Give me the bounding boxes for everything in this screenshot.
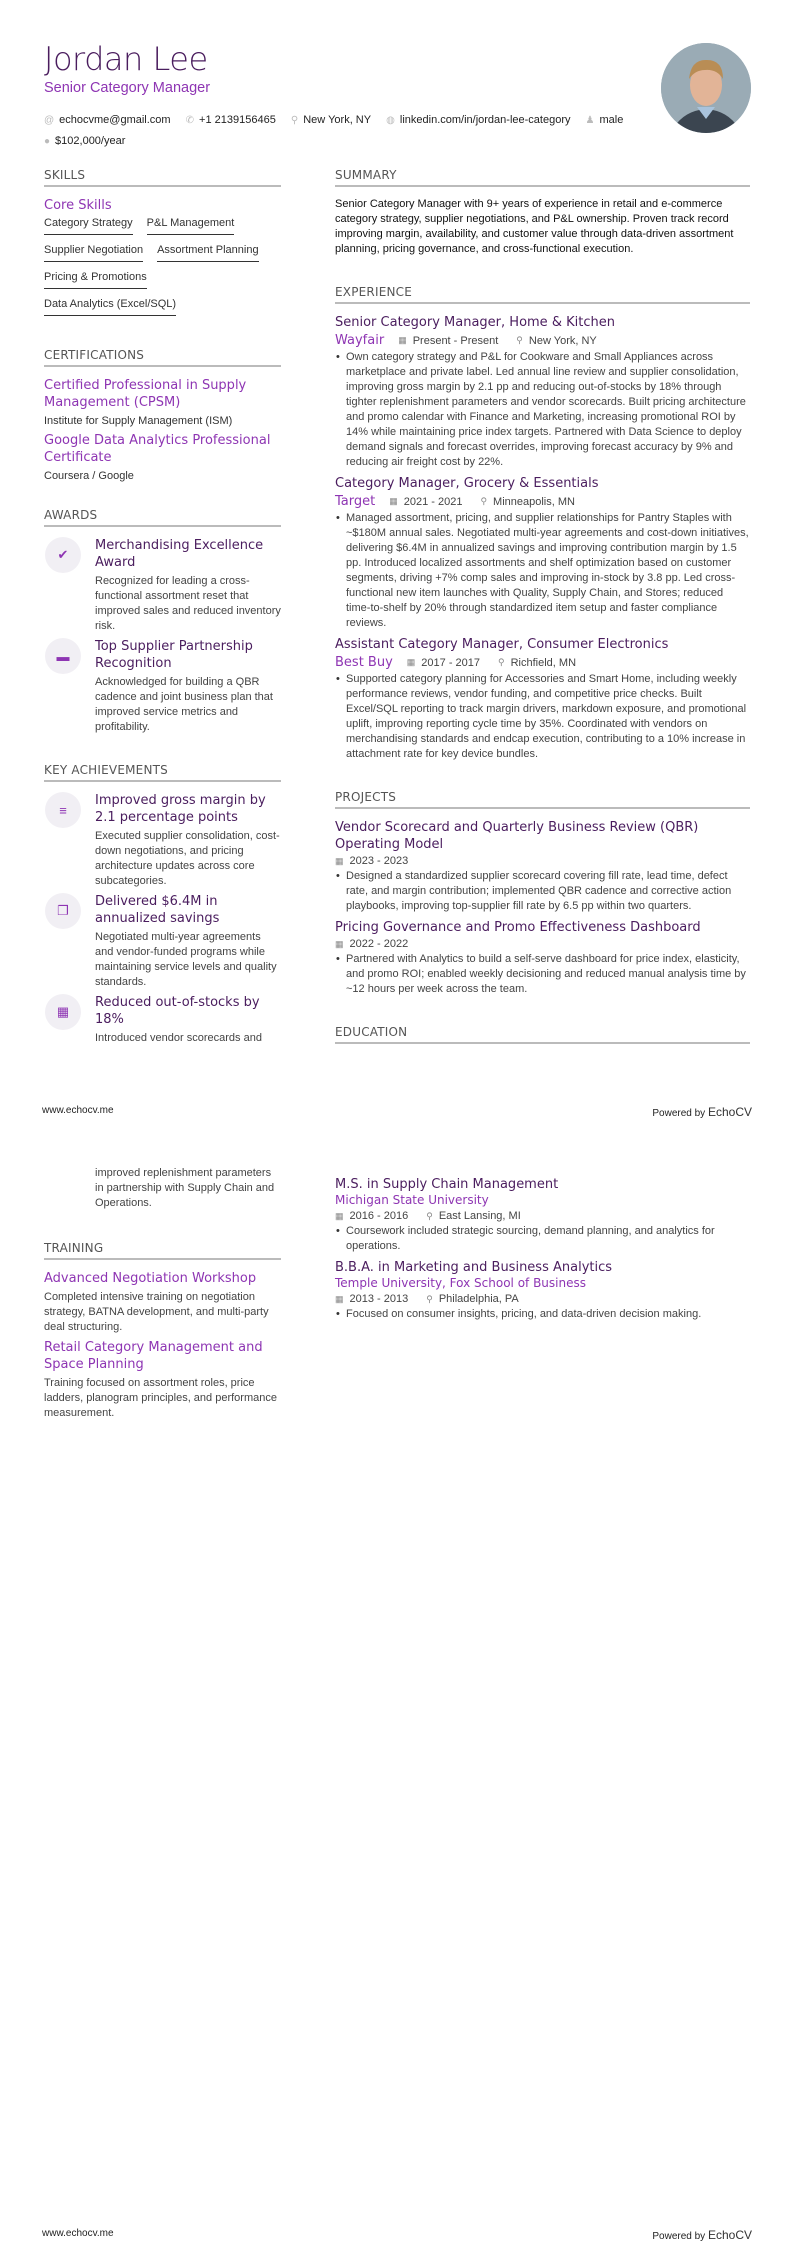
bullet: • Own category strategy and P&L for Cookware and Small Appliances across marketplace and private label. Led annual line review and supplier consolidation, improving gross margin by 2.1 pp and reducing out-of-stocks by 18% through tighter replenishment parameters and vendor scorecards. Built pricing architecture and promo calendar with Finance and Marketing, increasing promotional ROI by 14% while maintaining price index targets. Partnered with Data Science to deploy demand signals and forecast overrides, improving forecast accuracy by 9% and reducing air freight cost by 22%. <box>346 350 750 470</box>
education-item <box>335 1259 750 1322</box>
achievement-item <box>44 893 281 990</box>
section-heading: AWARDS <box>44 508 281 527</box>
section-heading: EDUCATION <box>335 1025 750 1044</box>
salary: $102,000/year <box>55 135 126 147</box>
right-column <box>335 1176 750 1322</box>
cert-title: Google Data Analytics Professional Certificate <box>44 433 271 465</box>
achievement-item <box>44 994 281 1046</box>
cert-title: Certified Professional in Supply Management (CPSM) <box>44 378 247 410</box>
achievement-desc: Negotiated multi-year agreements and vendor-funded programs while maintaining service levels and quality standards. <box>95 931 277 988</box>
location-icon: ⚲ <box>426 1293 433 1304</box>
job-title: Category Manager, Grocery & Essentials <box>335 476 599 491</box>
award-item <box>44 537 281 634</box>
training-desc: Completed intensive training on negotiation strategy, BATNA development, and multi-party deal structuring. <box>44 1291 269 1333</box>
achievement-item <box>44 792 281 889</box>
skill-tag: Pricing & Promotions <box>44 272 147 289</box>
calendar-icon: ▦ <box>406 657 416 667</box>
training-section <box>44 1241 281 1421</box>
project-title: Pricing Governance and Promo Effectiveness Dashboard <box>335 920 701 935</box>
calendar-icon: ▦ <box>398 335 407 345</box>
summary-section <box>335 168 750 257</box>
skill-tags <box>44 218 281 326</box>
section-heading: CERTIFICATIONS <box>44 348 281 367</box>
skills-section <box>44 168 281 326</box>
left-column <box>44 1166 281 1421</box>
user-icon: ♟ <box>585 115 595 126</box>
gender: male <box>599 114 624 126</box>
achievement-title: Reduced out-of-stocks by 18% <box>95 995 260 1027</box>
dates: 2016 - 2016 <box>349 1210 409 1222</box>
achievement-title: Delivered $6.4M in annualized savings <box>95 894 220 926</box>
cert-issuer: Coursera / Google <box>44 470 134 482</box>
project-title: Vendor Scorecard and Quarterly Business Review (QBR) Operating Model <box>335 820 699 852</box>
dates: 2022 - 2022 <box>349 938 409 950</box>
achievements-section <box>44 763 281 1046</box>
contact-info <box>44 110 664 152</box>
at-icon: @ <box>44 115 55 126</box>
award-desc: Acknowledged for building a QBR cadence and joint business plan that improved service metrics and profitability. <box>95 676 273 733</box>
section-heading: EXPERIENCE <box>335 285 750 304</box>
resume-page-2 <box>0 1123 794 2246</box>
powered-label: Powered by <box>652 1108 706 1119</box>
footer-powered <box>652 1105 752 1119</box>
award-title: Merchandising Excellence Award <box>95 538 264 570</box>
dates: 2017 - 2017 <box>421 656 481 669</box>
dates: 2023 - 2023 <box>349 855 409 867</box>
education-item <box>335 1176 750 1254</box>
location-icon: ⚲ <box>290 115 299 126</box>
avatar <box>661 43 751 133</box>
experience-item <box>335 636 750 762</box>
credit-card-icon: ▬ <box>45 638 81 674</box>
lines-icon: ≡ <box>45 792 81 828</box>
skill-tag: Data Analytics (Excel/SQL) <box>44 299 176 316</box>
calendar-icon: ▦ <box>335 1293 344 1304</box>
school: Michigan State University <box>335 1193 489 1207</box>
degree: M.S. in Supply Chain Management <box>335 1177 559 1192</box>
award-desc: Recognized for leading a cross-functional assortment reset that improved sales and reduced inventory risk. <box>95 575 281 632</box>
company: Target <box>335 494 376 509</box>
training-desc: Training focused on assortment roles, price ladders, planogram principles, and performance measurement. <box>44 1377 277 1419</box>
awards-section <box>44 508 281 735</box>
job-title: Assistant Category Manager, Consumer Electronics <box>335 637 669 652</box>
calendar-icon: ▦ <box>389 496 398 506</box>
location-icon: ⚲ <box>498 657 505 667</box>
dates: 2013 - 2013 <box>349 1293 409 1305</box>
project-item <box>335 819 750 914</box>
award-item <box>44 638 281 735</box>
education-section <box>335 1025 750 1044</box>
achievement-desc-continued: improved replenishment parameters in partnership with Supply Chain and Operations. <box>95 1167 275 1209</box>
bullet: • Partnered with Analytics to build a self-serve dashboard for price index, elasticity, and promo ROI; enabled weekly decisioning and reduced manual analysis time by ~12 hours per week across the team. <box>346 952 750 997</box>
skill-tag: Category Strategy <box>44 218 133 235</box>
location-icon: ⚲ <box>426 1210 433 1221</box>
experience-item <box>335 314 750 470</box>
skill-tag: Supplier Negotiation <box>44 245 143 262</box>
badge-check-icon: ✔ <box>45 537 81 573</box>
projects-section <box>335 790 750 997</box>
section-heading: PROJECTS <box>335 790 750 809</box>
brand-logo: EchoCV <box>707 1105 752 1119</box>
location: New York, NY <box>303 114 372 126</box>
phone: +1 2139156465 <box>199 114 276 126</box>
job-title: Senior Category Manager, Home & Kitchen <box>335 315 615 330</box>
location: Philadelphia, PA <box>438 1293 519 1305</box>
school: Temple University, Fox School of Business <box>335 1276 586 1290</box>
degree: B.B.A. in Marketing and Business Analytics <box>335 1260 613 1275</box>
company: Best Buy <box>335 655 393 670</box>
achievement-title: Improved gross margin by 2.1 percentage points <box>95 793 266 825</box>
section-heading: SUMMARY <box>335 168 750 187</box>
dates: Present - Present <box>412 334 499 347</box>
candidate-name: Jordan Lee <box>44 40 208 78</box>
experience-section <box>335 285 750 762</box>
section-heading: SKILLS <box>44 168 281 187</box>
skill-tag: Assortment Planning <box>157 245 259 262</box>
bullet: • Coursework included strategic sourcing, demand planning, and analytics for operations. <box>346 1224 750 1254</box>
bullet: • Focused on consumer insights, pricing, and data-driven decision making. <box>346 1307 750 1322</box>
location: Minneapolis, MN <box>493 495 575 508</box>
company: Wayfair <box>335 333 385 348</box>
project-item <box>335 919 750 997</box>
candidate-title: Senior Category Manager <box>44 80 211 96</box>
linkedin-link[interactable]: linkedin.com/in/jordan-lee-category <box>399 114 571 126</box>
copy-icon: ❐ <box>45 893 81 929</box>
bullet: • Designed a standardized supplier scorecard covering fill rate, lead time, defect rate, and margin contribution; implemented QBR cadence and corrective action playbooks, improving top-supplier fill rate by 6.5 pp within two quarters. <box>346 869 750 914</box>
cert-issuer: Institute for Supply Management (ISM) <box>44 415 233 427</box>
section-heading: KEY ACHIEVEMENTS <box>44 763 281 782</box>
footer-powered <box>652 2228 752 2242</box>
email[interactable]: echocvme@gmail.com <box>59 114 171 126</box>
location-icon: ⚲ <box>480 496 488 506</box>
dates: 2021 - 2021 <box>403 495 463 508</box>
bullet: • Supported category planning for Accessories and Smart Home, including weekly performance reviews, vendor funding, and competitive price checks. Built Excel/SQL reporting to track margin drivers, markdown exposure, and promotional uplift, improving reporting cycle time by 35%. Coordinated with vendors on merchandising standards and endcap execution, contributing to a 10% increase in attachment rate for key device bundles. <box>346 672 750 762</box>
location-icon: ⚲ <box>516 335 523 345</box>
achievement-desc: Executed supplier consolidation, cost-down negotiations, and pricing architecture updates across core subcategories. <box>95 830 280 887</box>
experience-item <box>335 475 750 631</box>
certifications-section <box>44 348 281 484</box>
money-icon: ● <box>44 136 51 147</box>
skill-tag: P&L Management <box>147 218 235 235</box>
award-title: Top Supplier Partnership Recognition <box>95 639 253 671</box>
globe-icon: ◍ <box>386 115 395 126</box>
location: New York, NY <box>528 334 597 347</box>
footer-site[interactable]: www.echocv.me <box>42 1105 114 1116</box>
location: East Lansing, MI <box>438 1210 521 1222</box>
section-heading: TRAINING <box>44 1241 281 1260</box>
left-column <box>44 168 281 1050</box>
achievement-desc: Introduced vendor scorecards and <box>95 1032 262 1044</box>
right-column <box>335 168 750 1054</box>
skill-group-title: Core Skills <box>44 198 112 213</box>
phone-icon: ✆ <box>185 115 195 126</box>
calculator-icon: ▦ <box>45 994 81 1030</box>
location: Richfield, MN <box>510 656 577 669</box>
calendar-icon: ▦ <box>335 855 344 866</box>
summary-text: Senior Category Manager with 9+ years of experience in retail and e-commerce category strategy, supplier negotiations, and P&L ownership. Proven track record improving margin, availability, and customer value through data-driven assortment planning, pricing governance, and cross-functional execution. <box>335 198 734 255</box>
training-title: Retail Category Management and Space Planning <box>44 1340 263 1372</box>
bullet: • Managed assortment, pricing, and supplier relationships for Pantry Staples with ~$180M annual sales. Negotiated multi-year agreements and cost-down initiatives, delivering $6.4M in annualized savings and improving contribution margin by 1.5 pp. Introduced localized assortments and shelf optimization based on customer segments, driving +7% comp sales and improving in-stock by 3.8 pp. Led cross-functional new item launches with Quality, Supply Chain, and Stores; reduced time-to-shelf by 20% through standardized item setup and faster compliance reviews. <box>346 511 750 631</box>
footer-site[interactable]: www.echocv.me <box>42 2228 114 2239</box>
calendar-icon: ▦ <box>335 938 344 949</box>
training-title: Advanced Negotiation Workshop <box>44 1271 257 1286</box>
calendar-icon: ▦ <box>335 1210 344 1221</box>
powered-label: Powered by <box>652 2231 706 2242</box>
brand-logo: EchoCV <box>707 2228 752 2242</box>
